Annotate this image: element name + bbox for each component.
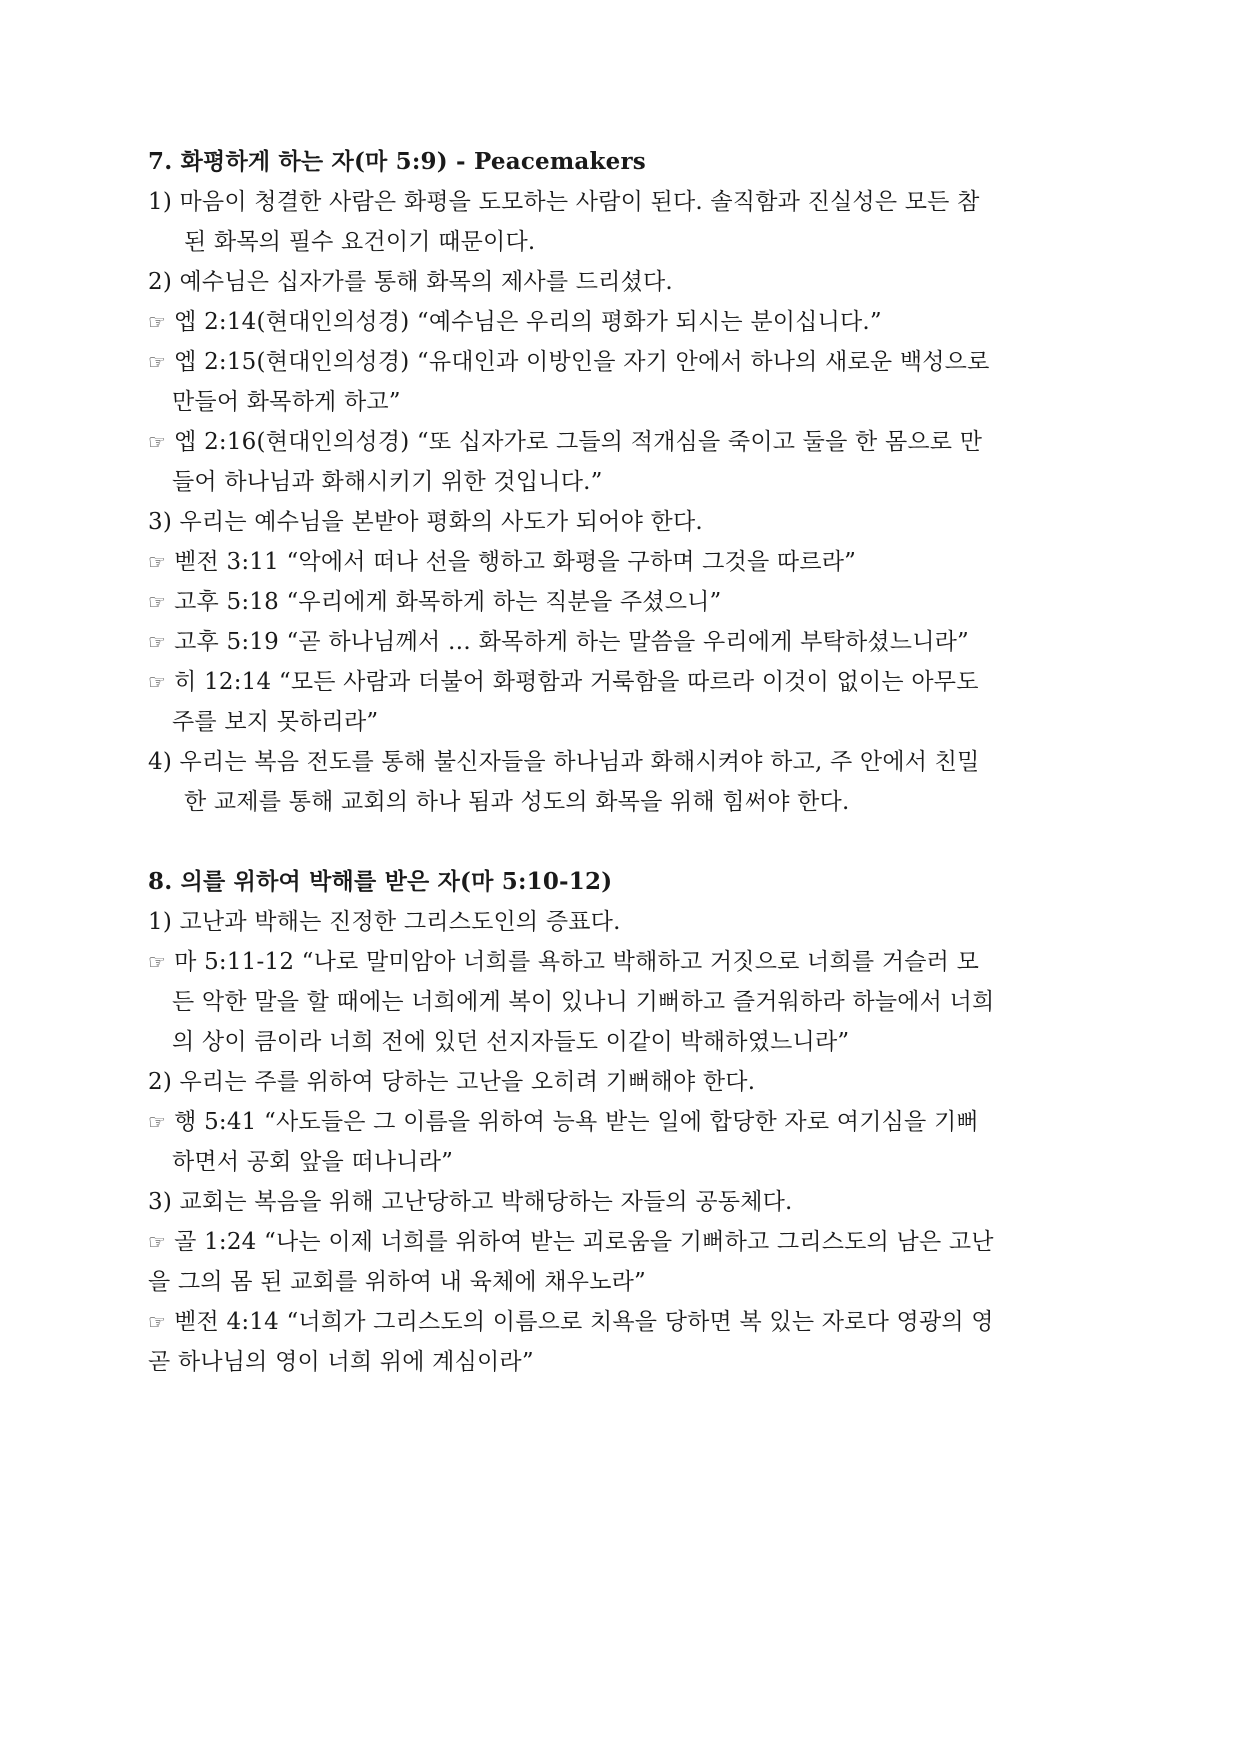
point-4-continued: 한 교제를 통해 교회의 하나 됨과 성도의 화목을 위해 힘써야 한다.: [184, 789, 850, 815]
point-1: 1) 마음이 청결한 사람은 화평을 도모하는 사람이 된다. 솔직함과 진실성은 모든 참: [148, 189, 980, 215]
pointing-hand-icon: ☞: [148, 1110, 167, 1134]
pointing-hand-icon: ☞: [148, 670, 167, 694]
verse-col-1-24-continued: 을 그의 몸 된 교회를 위하여 내 육체에 채우노라”: [148, 1269, 646, 1295]
verse-text: 엡 2:15(현대인의성경) “유대인과 이방인을 자기 안에서 하나의 새로운 백성으로: [174, 349, 990, 375]
point-3: 3) 우리는 예수님을 본받아 평화의 사도가 되어야 한다.: [148, 509, 703, 535]
verse-1pet-4-14: [148, 1302, 1100, 1342]
verse-eph-2-15-continued: 만들어 화목하게 하고”: [172, 389, 401, 415]
verse-text: 벧전 3:11 “악에서 떠나 선을 행하고 화평을 구하며 그것을 따르라”: [174, 549, 857, 575]
verse-acts-5-41-continued: 하면서 공회 앞을 떠나니라”: [172, 1149, 454, 1175]
pointing-hand-icon: ☞: [148, 310, 167, 334]
pointing-hand-icon: ☞: [148, 430, 167, 454]
verse-eph-2-16-continued: 들어 하나님과 화해시키기 위한 것입니다.”: [172, 469, 603, 495]
verse-text: 히 12:14 “모든 사람과 더불어 화평함과 거룩함을 따르라 이것이 없이는 아무도: [174, 669, 979, 695]
verse-heb-12-14: [148, 662, 1100, 702]
verse-text: 엡 2:16(현대인의성경) “또 십자가로 그들의 적개심을 죽이고 둘을 한 몸으로 만: [174, 429, 983, 455]
verse-eph-2-14: [148, 302, 1100, 342]
pointing-hand-icon: ☞: [148, 630, 167, 654]
verse-heb-12-14-continued: 주를 보지 못하리라”: [172, 709, 379, 735]
point-2: 2) 예수님은 십자가를 통해 화목의 제사를 드리셨다.: [148, 269, 673, 295]
verse-text: 고후 5:18 “우리에게 화목하게 하는 직분을 주셨으니”: [174, 589, 722, 615]
verse-col-1-24: [148, 1222, 1100, 1262]
verse-acts-5-41: [148, 1102, 1100, 1142]
pointing-hand-icon: ☞: [148, 350, 167, 374]
verse-text: 엡 2:14(현대인의성경) “예수님은 우리의 평화가 되시는 분이십니다.”: [174, 309, 882, 335]
pointing-hand-icon: ☞: [148, 950, 167, 974]
pointing-hand-icon: ☞: [148, 590, 167, 614]
verse-matt-5-11-12-continued: 든 악한 말을 할 때에는 너희에게 복이 있나니 기뻐하고 즐거워하라 하늘에서 너희: [172, 989, 995, 1015]
point-3: 3) 교회는 복음을 위해 고난당하고 박해당하는 자들의 공동체다.: [148, 1189, 793, 1215]
verse-text: 행 5:41 “사도들은 그 이름을 위하여 능욕 받는 일에 합당한 자로 여기심을 기뻐: [174, 1109, 979, 1135]
document-page: [148, 142, 1100, 1382]
point-1: 1) 고난과 박해는 진정한 그리스도인의 증표다.: [148, 909, 621, 935]
verse-1pet-3-11: [148, 542, 1100, 582]
verse-2cor-5-18: [148, 582, 1100, 622]
verse-2cor-5-19: [148, 622, 1100, 662]
section-8-heading: 8. 의를 위하여 박해를 받은 자(마 5:10-12): [148, 868, 613, 895]
verse-eph-2-16: [148, 422, 1100, 462]
verse-matt-5-11-12-continued: 의 상이 큼이라 너희 전에 있던 선지자들도 이같이 박해하였느니라”: [172, 1029, 850, 1055]
section-spacer: [148, 822, 1100, 862]
verse-text: 마 5:11-12 “나로 말미암아 너희를 욕하고 박해하고 거짓으로 너희를 거슬러 모: [174, 949, 980, 975]
pointing-hand-icon: ☞: [148, 1230, 167, 1254]
verse-text: 골 1:24 “나는 이제 너희를 위하여 받는 괴로움을 기뻐하고 그리스도의 남은 고난: [174, 1229, 994, 1255]
verse-text: 고후 5:19 “곧 하나님께서 … 화목하게 하는 말씀을 우리에게 부탁하셨느니라”: [174, 629, 970, 655]
point-4: 4) 우리는 복음 전도를 통해 불신자들을 하나님과 화해시켜야 하고, 주 안에서 친밀: [148, 749, 980, 775]
verse-text: 벧전 4:14 “너희가 그리스도의 이름으로 치욕을 당하면 복 있는 자로다 영광의 영: [174, 1309, 994, 1335]
section-7-heading: 7. 화평하게 하는 자(마 5:9) - Peacemakers: [148, 148, 646, 175]
verse-eph-2-15: [148, 342, 1100, 382]
verse-1pet-4-14-continued: 곧 하나님의 영이 너희 위에 계심이라”: [148, 1349, 534, 1375]
verse-matt-5-11-12: [148, 942, 1100, 982]
pointing-hand-icon: ☞: [148, 1310, 167, 1334]
pointing-hand-icon: ☞: [148, 550, 167, 574]
point-1-continued: 된 화목의 필수 요건이기 때문이다.: [184, 229, 536, 255]
point-2: 2) 우리는 주를 위하여 당하는 고난을 오히려 기뻐해야 한다.: [148, 1069, 756, 1095]
